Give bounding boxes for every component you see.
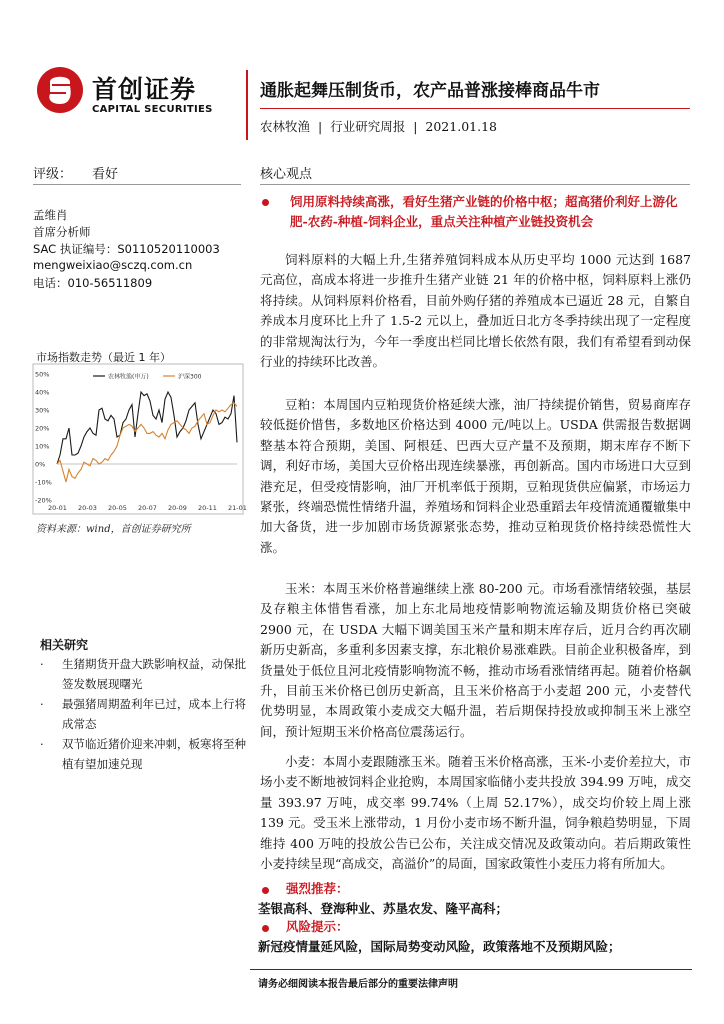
rating [33, 163, 118, 182]
x-tick-label: 20-01 [48, 504, 67, 512]
report-meta [260, 117, 501, 135]
paragraph-wheat: 小麦：本周小麦跟随涨玉米。随着玉米价格高涨，玉米-小麦价差拉大，市场小麦不断地被饲料企业抢购，本周国家临储小麦共投放 394.99 万吨，成交量 393.97 万吨，成交率 99.74%（上周 52.17%），成交均价较上周上涨 139 元。受玉米上涨带动，1 月份小麦市场不断升温，饲争粮趋势明显，下周维持 400 万吨的投放公告已公布，关注成交情况及政策动向。若后期政策性小麦持续呈现“高成交，高溢价”的局面，国家政策性小麦压力将有所加大。 [260, 754, 691, 872]
bullet-dot: · [40, 737, 44, 751]
core-view-heading: 核心观点 [260, 167, 313, 182]
meta-report-type: 行业研究周报 [330, 119, 406, 134]
paragraph-corn: 玉米：本周玉米价格普遍继续上涨 80-200 元。市场看涨情绪较强，基层及存粮主体惜售看涨，加上东北局地疫情影响物流运输及期货价格已突破 2900 元，在 USDA 大幅下调美国玉米产量和期末库存后，近月合约再次刷新历史新高，多重利多因素支撑，东北粮价易涨难跌。目前企业积极备库，到货量处于低位且河北疫情影响物流不畅，推动市场看涨情绪再起。随着价格飙升，目前玉米价格已创历史新高，且玉米价格高于小麦超 200 元，小麦替代优势明显，本周政策小麦成交大幅升温，若后期保持投放或抑制玉米上涨空间，预计短期玉米价格高位震荡运行。 [260, 581, 691, 739]
analyst-license: SAC 执证编号：S0110520110003 [33, 242, 220, 256]
y-tick-label: 40% [35, 388, 50, 397]
x-tick-label: 20-07 [138, 504, 157, 512]
footer-divider [250, 969, 692, 970]
analyst-name: 孟维肖 [33, 208, 68, 222]
meta-separator: | [413, 119, 418, 134]
analyst-email: mengweixiao@sczq.com.cn [33, 258, 193, 272]
risk-label: 风险提示： [286, 919, 349, 934]
legend-label: 农林牧渔(申万) [108, 373, 149, 381]
meta-separator: | [318, 119, 323, 134]
related-item-text: 生猪期货开盘大跌影响权益，动保批签发数展现曙光 [62, 657, 246, 691]
x-tick-label: 20-11 [198, 504, 217, 512]
series-line-agri [57, 392, 237, 464]
core-headline: 饲用原料持续高涨，看好生猪产业链的价格中枢；超高猪价利好上游化肥-农药-种植-饲料企业，重点关注种植产业链投资机会 [290, 194, 678, 229]
chart-title: 市场指数走势（最近 1 年） [36, 351, 171, 364]
capital-securities-logo-icon [36, 66, 84, 114]
x-tick-label: 20-09 [168, 504, 187, 512]
y-tick-label: 10% [35, 442, 50, 451]
rating-label: 评级： [33, 167, 73, 182]
headline-bullet-icon [262, 199, 269, 206]
related-item-text: 最强猪周期盈利年已过，成本上行将成常态 [62, 697, 246, 731]
x-tick-label: 20-03 [78, 504, 97, 512]
meta-industry: 农林牧渔 [260, 119, 311, 134]
related-item-text: 双节临近猪价迎来冲刺，板寒将至种植有望加速兑现 [62, 737, 246, 771]
y-tick-label: -10% [35, 478, 52, 487]
bullet-dot: · [40, 657, 44, 671]
y-tick-label: 20% [35, 424, 50, 433]
header-divider [246, 70, 248, 140]
footer-disclaimer: 请务必细阅读本报告最后部分的重要法律声明 [258, 979, 458, 990]
title-underline [260, 108, 690, 109]
analyst-phone: 电话：010-56511809 [33, 276, 153, 290]
y-tick-label: 50% [35, 370, 50, 379]
recommend-label: 强烈推荐： [286, 881, 349, 896]
meta-date: 2021.01.18 [425, 119, 497, 134]
paragraph-soymeal: 豆粕：本周国内豆粕现货价格延续大涨，油厂持续提价销售，贸易商库存较低挺价惜售，多数地区价格达到 4000 元/吨以上。USDA 供需报告数据调整基本符合预期，美国、阿根廷、巴西大豆产量不及预期，期末库存不断下调，利好市场，美国大豆价格出现连续暴涨，再创新高。国内市场进口大豆到港充足，但受疫情影响，油厂开机率低于预期，豆粕现货供应偏紧，市场运力紧张，终端恐慌性情绪升温，养殖场和饲料企业恐重蹈去年疫情流通覆辙集中加大备货，进一步加剧市场货源紧张态势，推动豆粕现货价格持续恐慌性大涨。 [260, 397, 691, 555]
recommend-stocks: 荃银高科、登海种业、苏垦农发、隆平高科； [258, 901, 509, 916]
series-line-hs300 [57, 403, 237, 482]
report-title: 通胀起舞压制货币，农产品普涨接棒商品牛市 [260, 81, 600, 101]
market-index-chart [33, 364, 247, 514]
rating-divider [33, 184, 241, 185]
risk-text: 新冠疫情量延风险，国际局势变动风险，政策落地不及预期风险； [258, 939, 621, 954]
y-tick-label: -20% [35, 496, 52, 505]
rating-value: 看好 [92, 167, 119, 182]
risk-bullet-icon [262, 925, 269, 932]
y-tick-label: 0% [35, 460, 46, 469]
related-item [40, 694, 246, 734]
bullet-dot: · [40, 697, 44, 711]
related-item [40, 654, 246, 694]
y-tick-label: 30% [35, 406, 50, 415]
brand-name-cn: 首创证券 [92, 75, 197, 104]
core-divider [260, 184, 690, 185]
brand-name-en: CAPITAL SECURITIES [92, 104, 213, 115]
related-item [40, 734, 246, 774]
chart-source: 资料来源：wind，首创证券研究所 [36, 524, 191, 535]
related-research-heading: 相关研究 [40, 638, 89, 652]
x-tick-label: 21-01 [228, 504, 247, 512]
legend-label: 沪深300 [178, 373, 202, 381]
analyst-role: 首席分析师 [33, 225, 91, 239]
x-tick-label: 20-05 [108, 504, 127, 512]
paragraph-feed: 饲料原料的大幅上升,生猪养殖饲料成本从历史平均 1000 元达到 1687 元高位，高成本将进一步推升生猪产业链 21 年的价格中枢，饲料原料上涨仍将持续。从饲料原料价格看，目前外购仔猪的养殖成本已逼近 28 元，自繁自养成本月度环比上升了 1.5-2 元以上，叠加近日北方冬季持续出现了一定程度的非常规淘汰行为，今年一季度出栏同比增长依然有限，我们有希望看到动保行业的持续环比改善。 [260, 252, 691, 370]
recommend-bullet-icon [262, 887, 269, 894]
